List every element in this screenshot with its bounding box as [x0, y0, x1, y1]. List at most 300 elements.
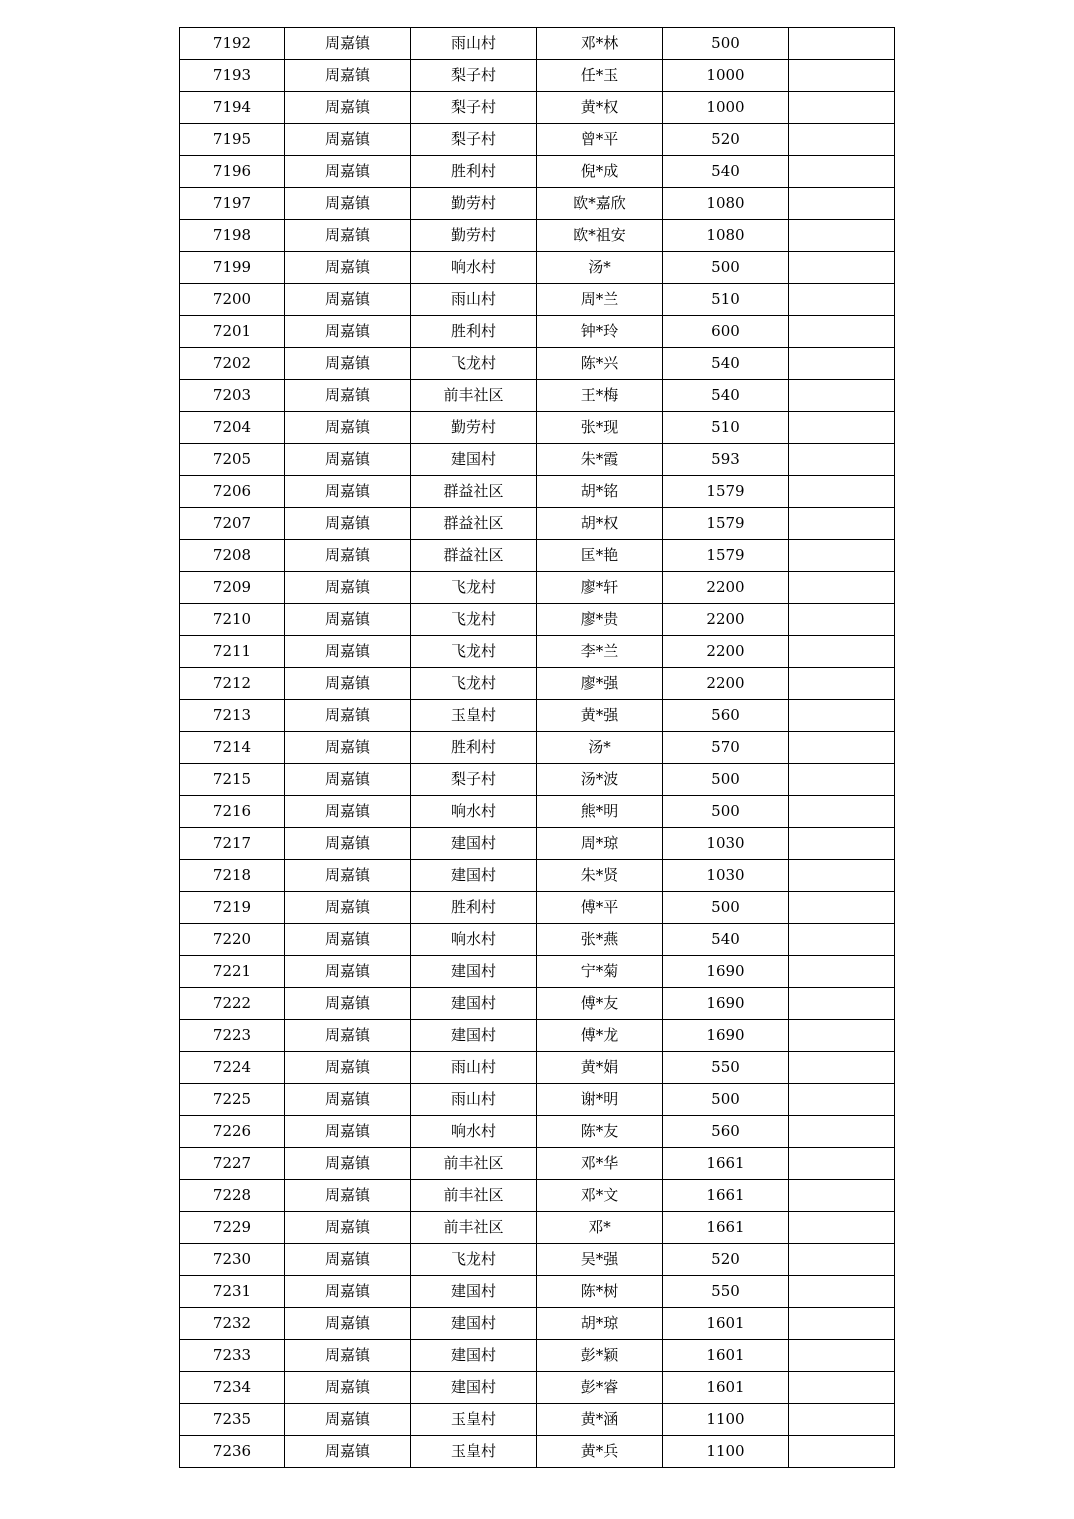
- table-row: [180, 1372, 895, 1404]
- amount-cell: 1579: [663, 540, 789, 572]
- note-cell: [789, 764, 895, 796]
- row-number-cell: 7203: [180, 380, 285, 412]
- table-body: [180, 28, 895, 1468]
- amount-cell: 1030: [663, 828, 789, 860]
- town-cell: 周嘉镇: [285, 188, 411, 220]
- village-cell: 群益社区: [411, 508, 537, 540]
- amount-cell: 520: [663, 1244, 789, 1276]
- row-number-cell: 7234: [180, 1372, 285, 1404]
- name-cell: 汤*: [537, 732, 663, 764]
- row-number-cell: 7194: [180, 92, 285, 124]
- name-cell: 彭*颖: [537, 1340, 663, 1372]
- note-cell: [789, 796, 895, 828]
- village-cell: 建国村: [411, 1372, 537, 1404]
- name-cell: 朱*贤: [537, 860, 663, 892]
- village-cell: 建国村: [411, 1340, 537, 1372]
- name-cell: 邓*林: [537, 28, 663, 60]
- name-cell: 宁*菊: [537, 956, 663, 988]
- note-cell: [789, 828, 895, 860]
- village-cell: 群益社区: [411, 540, 537, 572]
- note-cell: [789, 700, 895, 732]
- village-cell: 建国村: [411, 444, 537, 476]
- note-cell: [789, 1244, 895, 1276]
- name-cell: 廖*轩: [537, 572, 663, 604]
- amount-cell: 510: [663, 412, 789, 444]
- name-cell: 黄*强: [537, 700, 663, 732]
- name-cell: 张*现: [537, 412, 663, 444]
- amount-cell: 500: [663, 796, 789, 828]
- village-cell: 飞龙村: [411, 604, 537, 636]
- village-cell: 勤劳村: [411, 412, 537, 444]
- name-cell: 汤*波: [537, 764, 663, 796]
- row-number-cell: 7205: [180, 444, 285, 476]
- table-row: [180, 1308, 895, 1340]
- table-row: [180, 188, 895, 220]
- village-cell: 胜利村: [411, 892, 537, 924]
- town-cell: 周嘉镇: [285, 156, 411, 188]
- amount-cell: 1601: [663, 1308, 789, 1340]
- name-cell: 谢*明: [537, 1084, 663, 1116]
- village-cell: 雨山村: [411, 1084, 537, 1116]
- name-cell: 邓*文: [537, 1180, 663, 1212]
- village-cell: 雨山村: [411, 1052, 537, 1084]
- name-cell: 欧*嘉欣: [537, 188, 663, 220]
- row-number-cell: 7223: [180, 1020, 285, 1052]
- note-cell: [789, 1084, 895, 1116]
- amount-cell: 1601: [663, 1372, 789, 1404]
- row-number-cell: 7198: [180, 220, 285, 252]
- name-cell: 邓*华: [537, 1148, 663, 1180]
- row-number-cell: 7230: [180, 1244, 285, 1276]
- amount-cell: 1579: [663, 508, 789, 540]
- note-cell: [789, 892, 895, 924]
- town-cell: 周嘉镇: [285, 572, 411, 604]
- village-cell: 勤劳村: [411, 188, 537, 220]
- table-row: [180, 892, 895, 924]
- note-cell: [789, 988, 895, 1020]
- name-cell: 任*玉: [537, 60, 663, 92]
- note-cell: [789, 668, 895, 700]
- table-row: [180, 1148, 895, 1180]
- table-row: [180, 1020, 895, 1052]
- town-cell: 周嘉镇: [285, 1148, 411, 1180]
- name-cell: 黄*涵: [537, 1404, 663, 1436]
- town-cell: 周嘉镇: [285, 60, 411, 92]
- table-row: [180, 1244, 895, 1276]
- note-cell: [789, 380, 895, 412]
- table-row: [180, 668, 895, 700]
- table-row: [180, 316, 895, 348]
- table-row: [180, 156, 895, 188]
- name-cell: 陈*兴: [537, 348, 663, 380]
- row-number-cell: 7218: [180, 860, 285, 892]
- village-cell: 飞龙村: [411, 572, 537, 604]
- name-cell: 黄*娟: [537, 1052, 663, 1084]
- note-cell: [789, 476, 895, 508]
- amount-cell: 510: [663, 284, 789, 316]
- row-number-cell: 7206: [180, 476, 285, 508]
- amount-cell: 600: [663, 316, 789, 348]
- row-number-cell: 7199: [180, 252, 285, 284]
- table-row: [180, 1340, 895, 1372]
- table-row: [180, 476, 895, 508]
- row-number-cell: 7224: [180, 1052, 285, 1084]
- village-cell: 梨子村: [411, 124, 537, 156]
- table-row: [180, 988, 895, 1020]
- amount-cell: 560: [663, 1116, 789, 1148]
- row-number-cell: 7227: [180, 1148, 285, 1180]
- table-row: [180, 444, 895, 476]
- town-cell: 周嘉镇: [285, 284, 411, 316]
- table-row: [180, 604, 895, 636]
- name-cell: 周*兰: [537, 284, 663, 316]
- name-cell: 钟*玲: [537, 316, 663, 348]
- village-cell: 响水村: [411, 924, 537, 956]
- amount-cell: 520: [663, 124, 789, 156]
- town-cell: 周嘉镇: [285, 1276, 411, 1308]
- name-cell: 陈*友: [537, 1116, 663, 1148]
- town-cell: 周嘉镇: [285, 252, 411, 284]
- row-number-cell: 7219: [180, 892, 285, 924]
- row-number-cell: 7220: [180, 924, 285, 956]
- village-cell: 前丰社区: [411, 1180, 537, 1212]
- village-cell: 飞龙村: [411, 348, 537, 380]
- village-cell: 建国村: [411, 860, 537, 892]
- note-cell: [789, 1276, 895, 1308]
- name-cell: 黄*兵: [537, 1436, 663, 1468]
- note-cell: [789, 412, 895, 444]
- amount-cell: 1690: [663, 1020, 789, 1052]
- village-cell: 建国村: [411, 1308, 537, 1340]
- row-number-cell: 7236: [180, 1436, 285, 1468]
- note-cell: [789, 1212, 895, 1244]
- town-cell: 周嘉镇: [285, 412, 411, 444]
- town-cell: 周嘉镇: [285, 892, 411, 924]
- note-cell: [789, 956, 895, 988]
- note-cell: [789, 1180, 895, 1212]
- name-cell: 匡*艳: [537, 540, 663, 572]
- name-cell: 熊*明: [537, 796, 663, 828]
- town-cell: 周嘉镇: [285, 1180, 411, 1212]
- village-cell: 建国村: [411, 956, 537, 988]
- town-cell: 周嘉镇: [285, 956, 411, 988]
- town-cell: 周嘉镇: [285, 1084, 411, 1116]
- row-number-cell: 7232: [180, 1308, 285, 1340]
- village-cell: 胜利村: [411, 156, 537, 188]
- note-cell: [789, 1148, 895, 1180]
- amount-cell: 1661: [663, 1212, 789, 1244]
- table-row: [180, 380, 895, 412]
- town-cell: 周嘉镇: [285, 1020, 411, 1052]
- table-row: [180, 828, 895, 860]
- note-cell: [789, 60, 895, 92]
- row-number-cell: 7215: [180, 764, 285, 796]
- amount-cell: 1601: [663, 1340, 789, 1372]
- village-cell: 梨子村: [411, 92, 537, 124]
- note-cell: [789, 1116, 895, 1148]
- town-cell: 周嘉镇: [285, 380, 411, 412]
- village-cell: 飞龙村: [411, 636, 537, 668]
- note-cell: [789, 28, 895, 60]
- town-cell: 周嘉镇: [285, 668, 411, 700]
- village-cell: 雨山村: [411, 28, 537, 60]
- village-cell: 建国村: [411, 988, 537, 1020]
- amount-cell: 2200: [663, 604, 789, 636]
- amount-cell: 2200: [663, 572, 789, 604]
- row-number-cell: 7213: [180, 700, 285, 732]
- amount-cell: 540: [663, 156, 789, 188]
- village-cell: 群益社区: [411, 476, 537, 508]
- table-row: [180, 60, 895, 92]
- table-row: [180, 764, 895, 796]
- row-number-cell: 7200: [180, 284, 285, 316]
- name-cell: 倪*成: [537, 156, 663, 188]
- village-cell: 玉皇村: [411, 1436, 537, 1468]
- town-cell: 周嘉镇: [285, 1052, 411, 1084]
- note-cell: [789, 92, 895, 124]
- town-cell: 周嘉镇: [285, 796, 411, 828]
- amount-cell: 1030: [663, 860, 789, 892]
- amount-cell: 500: [663, 252, 789, 284]
- name-cell: 胡*铭: [537, 476, 663, 508]
- table-row: [180, 1212, 895, 1244]
- amount-cell: 1690: [663, 956, 789, 988]
- amount-cell: 540: [663, 348, 789, 380]
- row-number-cell: 7210: [180, 604, 285, 636]
- town-cell: 周嘉镇: [285, 732, 411, 764]
- village-cell: 建国村: [411, 1020, 537, 1052]
- table-row: [180, 1436, 895, 1468]
- row-number-cell: 7195: [180, 124, 285, 156]
- town-cell: 周嘉镇: [285, 476, 411, 508]
- name-cell: 李*兰: [537, 636, 663, 668]
- amount-cell: 593: [663, 444, 789, 476]
- town-cell: 周嘉镇: [285, 764, 411, 796]
- note-cell: [789, 732, 895, 764]
- row-number-cell: 7231: [180, 1276, 285, 1308]
- village-cell: 梨子村: [411, 60, 537, 92]
- name-cell: 曾*平: [537, 124, 663, 156]
- note-cell: [789, 156, 895, 188]
- note-cell: [789, 1372, 895, 1404]
- amount-cell: 1080: [663, 188, 789, 220]
- table-row: [180, 124, 895, 156]
- table-row: [180, 572, 895, 604]
- row-number-cell: 7228: [180, 1180, 285, 1212]
- amount-cell: 550: [663, 1052, 789, 1084]
- town-cell: 周嘉镇: [285, 316, 411, 348]
- note-cell: [789, 572, 895, 604]
- village-cell: 响水村: [411, 252, 537, 284]
- name-cell: 欧*祖安: [537, 220, 663, 252]
- name-cell: 彭*睿: [537, 1372, 663, 1404]
- town-cell: 周嘉镇: [285, 444, 411, 476]
- row-number-cell: 7217: [180, 828, 285, 860]
- row-number-cell: 7204: [180, 412, 285, 444]
- table-row: [180, 732, 895, 764]
- name-cell: 汤*: [537, 252, 663, 284]
- name-cell: 吴*强: [537, 1244, 663, 1276]
- note-cell: [789, 220, 895, 252]
- town-cell: 周嘉镇: [285, 508, 411, 540]
- amount-cell: 2200: [663, 668, 789, 700]
- table-row: [180, 252, 895, 284]
- table-row: [180, 636, 895, 668]
- amount-cell: 550: [663, 1276, 789, 1308]
- note-cell: [789, 444, 895, 476]
- village-cell: 响水村: [411, 796, 537, 828]
- amount-cell: 500: [663, 764, 789, 796]
- village-cell: 玉皇村: [411, 700, 537, 732]
- town-cell: 周嘉镇: [285, 540, 411, 572]
- amount-cell: 1100: [663, 1404, 789, 1436]
- town-cell: 周嘉镇: [285, 124, 411, 156]
- table-row: [180, 796, 895, 828]
- town-cell: 周嘉镇: [285, 1340, 411, 1372]
- town-cell: 周嘉镇: [285, 1244, 411, 1276]
- town-cell: 周嘉镇: [285, 1372, 411, 1404]
- name-cell: 廖*贵: [537, 604, 663, 636]
- town-cell: 周嘉镇: [285, 636, 411, 668]
- town-cell: 周嘉镇: [285, 1436, 411, 1468]
- village-cell: 飞龙村: [411, 668, 537, 700]
- amount-cell: 570: [663, 732, 789, 764]
- note-cell: [789, 604, 895, 636]
- note-cell: [789, 188, 895, 220]
- name-cell: 张*燕: [537, 924, 663, 956]
- town-cell: 周嘉镇: [285, 988, 411, 1020]
- table-row: [180, 220, 895, 252]
- table-row: [180, 412, 895, 444]
- name-cell: 胡*权: [537, 508, 663, 540]
- village-cell: 玉皇村: [411, 1404, 537, 1436]
- row-number-cell: 7202: [180, 348, 285, 380]
- town-cell: 周嘉镇: [285, 828, 411, 860]
- amount-cell: 1000: [663, 92, 789, 124]
- note-cell: [789, 1436, 895, 1468]
- amount-cell: 1690: [663, 988, 789, 1020]
- table-row: [180, 1276, 895, 1308]
- name-cell: 邓*: [537, 1212, 663, 1244]
- village-cell: 胜利村: [411, 732, 537, 764]
- amount-cell: 540: [663, 924, 789, 956]
- town-cell: 周嘉镇: [285, 1116, 411, 1148]
- note-cell: [789, 252, 895, 284]
- note-cell: [789, 1340, 895, 1372]
- town-cell: 周嘉镇: [285, 28, 411, 60]
- note-cell: [789, 348, 895, 380]
- row-number-cell: 7192: [180, 28, 285, 60]
- village-cell: 响水村: [411, 1116, 537, 1148]
- amount-cell: 1661: [663, 1148, 789, 1180]
- row-number-cell: 7193: [180, 60, 285, 92]
- row-number-cell: 7222: [180, 988, 285, 1020]
- town-cell: 周嘉镇: [285, 860, 411, 892]
- row-number-cell: 7233: [180, 1340, 285, 1372]
- town-cell: 周嘉镇: [285, 1308, 411, 1340]
- table-row: [180, 860, 895, 892]
- name-cell: 周*琼: [537, 828, 663, 860]
- row-number-cell: 7209: [180, 572, 285, 604]
- note-cell: [789, 1308, 895, 1340]
- amount-cell: 500: [663, 892, 789, 924]
- note-cell: [789, 636, 895, 668]
- note-cell: [789, 316, 895, 348]
- name-cell: 胡*琼: [537, 1308, 663, 1340]
- name-cell: 傅*平: [537, 892, 663, 924]
- note-cell: [789, 860, 895, 892]
- village-cell: 飞龙村: [411, 1244, 537, 1276]
- village-cell: 勤劳村: [411, 220, 537, 252]
- row-number-cell: 7197: [180, 188, 285, 220]
- note-cell: [789, 1052, 895, 1084]
- note-cell: [789, 540, 895, 572]
- town-cell: 周嘉镇: [285, 1404, 411, 1436]
- row-number-cell: 7208: [180, 540, 285, 572]
- note-cell: [789, 1404, 895, 1436]
- village-cell: 雨山村: [411, 284, 537, 316]
- town-cell: 周嘉镇: [285, 220, 411, 252]
- table-row: [180, 540, 895, 572]
- row-number-cell: 7229: [180, 1212, 285, 1244]
- amount-cell: 540: [663, 380, 789, 412]
- table-row: [180, 284, 895, 316]
- note-cell: [789, 924, 895, 956]
- town-cell: 周嘉镇: [285, 700, 411, 732]
- table-row: [180, 1052, 895, 1084]
- data-table: [179, 27, 895, 1468]
- note-cell: [789, 284, 895, 316]
- town-cell: 周嘉镇: [285, 604, 411, 636]
- town-cell: 周嘉镇: [285, 924, 411, 956]
- name-cell: 王*梅: [537, 380, 663, 412]
- table-row: [180, 28, 895, 60]
- village-cell: 梨子村: [411, 764, 537, 796]
- note-cell: [789, 508, 895, 540]
- note-cell: [789, 124, 895, 156]
- town-cell: 周嘉镇: [285, 348, 411, 380]
- row-number-cell: 7221: [180, 956, 285, 988]
- row-number-cell: 7212: [180, 668, 285, 700]
- row-number-cell: 7225: [180, 1084, 285, 1116]
- table-row: [180, 348, 895, 380]
- village-cell: 建国村: [411, 1276, 537, 1308]
- row-number-cell: 7216: [180, 796, 285, 828]
- table-row: [180, 700, 895, 732]
- amount-cell: 500: [663, 1084, 789, 1116]
- row-number-cell: 7196: [180, 156, 285, 188]
- table-row: [180, 924, 895, 956]
- town-cell: 周嘉镇: [285, 92, 411, 124]
- amount-cell: 1000: [663, 60, 789, 92]
- amount-cell: 560: [663, 700, 789, 732]
- village-cell: 前丰社区: [411, 1212, 537, 1244]
- note-cell: [789, 1020, 895, 1052]
- table-row: [180, 1116, 895, 1148]
- amount-cell: 1579: [663, 476, 789, 508]
- amount-cell: 2200: [663, 636, 789, 668]
- table-row: [180, 92, 895, 124]
- row-number-cell: 7201: [180, 316, 285, 348]
- village-cell: 胜利村: [411, 316, 537, 348]
- amount-cell: 1661: [663, 1180, 789, 1212]
- village-cell: 前丰社区: [411, 1148, 537, 1180]
- row-number-cell: 7214: [180, 732, 285, 764]
- table-row: [180, 508, 895, 540]
- row-number-cell: 7211: [180, 636, 285, 668]
- name-cell: 傅*友: [537, 988, 663, 1020]
- town-cell: 周嘉镇: [285, 1212, 411, 1244]
